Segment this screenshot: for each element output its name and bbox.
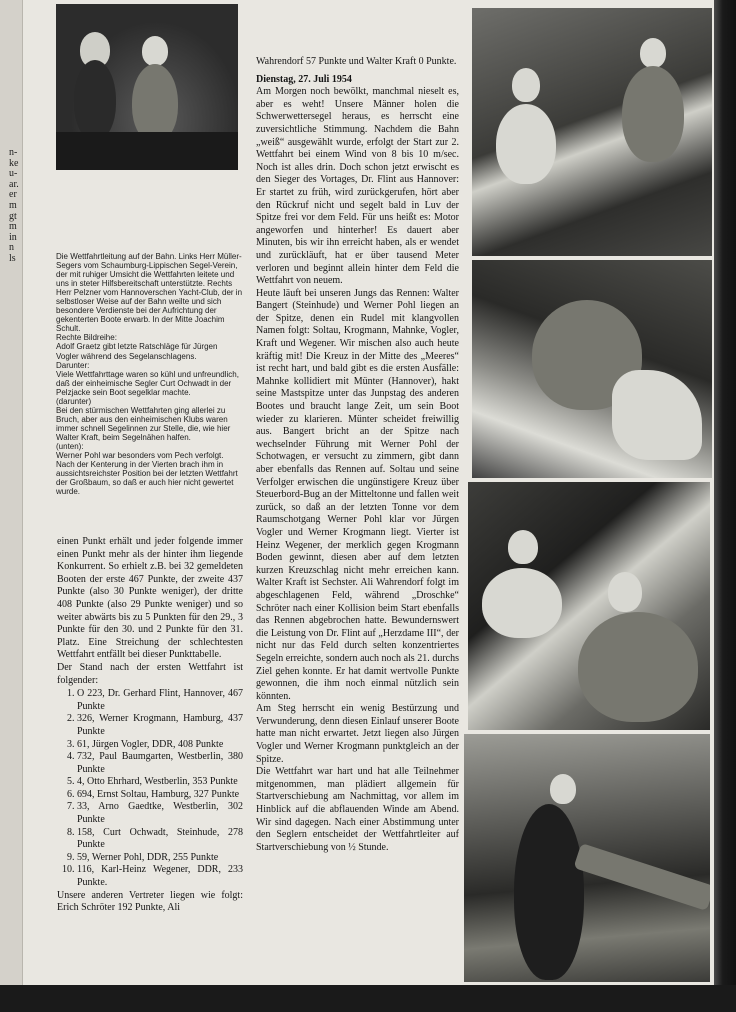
standings-item: 10. 116, Karl-Heinz Wegener, DDR, 233 Punkte. bbox=[77, 864, 243, 889]
caption-heading: (darunter) bbox=[56, 396, 92, 406]
article-paragraph: Heute läuft bei unseren Jungs das Rennen: Walter Bangert (Steinhude) und Werner Pohl liegen an der Spitze, denen ein Rudel mit klangvollen Namen folgt: Soltau, Krogmann, Mahnke, Vogler, Kraft und Wegener. Wir mischen also auch heute kräftig mit! Die Kreuz in der Mitte des „Meeres“ ist recht hart, und bald gibt es die ersten Ausfälle: Mahnke kollidiert mit Münter (Hannover), hakt seine Mastspitze unter das Junpstag des anderen Bootes und braucht lange Zeit, um sein Boot wieder zu klarieren. Münter scheidet freiwillig aus. Bangert bricht an der Spitze nach wechselnder Führung mit Werner Pohl der Schotwagen, er versucht zu zimmern, gibt dann aber ebenfalls das Rennen auf. Soltau und seine Verfolger erwischen die ungünstigere Kreuz über Steuerbord-Bug an der Mitteltonne und fallen weit zurück, so daß an der letzten Tonne vor dem Raumschotgang Werner Pohl klar vor Jürgen Vogler und Werner Krogmann liegt. Vierter ist Heinz Wegener, der merklich gegen Krogmann Boden gewinnt, diesen aber auf dem letzten kurzen Kreuzschlag nicht mehr erreichen kann. Walter Kraft ist Sechster. Ali Wahrendorf folgt im abgeschlagenen Feld, während „Droschke“ Schröter nach einer Kollision beim Start ebenfalls das Rennen abgebrochen hatte. Bewundernswert die Leistung von Dr. Flint auf „Herzdame III“, der nicht nur das Feld durch selten konzentriertes Segeln erreichte, sondern auch noch als 21. durchs Ziel gehen konnte. Er hat damit wertvolle Punkte gewonnen, die ihm noch einmal nützlich sein könnten. bbox=[256, 287, 459, 702]
article-paragraph: Am Steg herrscht ein wenig Bestürzung und Verwunderung, denn diesen Einlauf unserer Boote hatte man nicht erwartet. Jetzt liegen also Jürgen Vogler und Werner Krogmann punktgleich an der Spitze. bbox=[256, 703, 459, 765]
caption-heading: (unten): bbox=[56, 441, 84, 451]
caption-heading: Rechte Bildreihe: bbox=[56, 333, 117, 343]
photo-figure bbox=[608, 572, 642, 612]
fragment: n- bbox=[9, 147, 18, 158]
article-paragraph: Die Wettfahrt war hart und hat alle Teilnehmer mitgenommen, man plädiert allgemein für Startverschiebung am Nachmittag, vor allem im Hinblick auf die abflauenden Winde am Abend. Wir sind dagegen. Nach einer Abstimmung unter den Seglern entscheidet der Wettfahrtleiter auf Startverschiebung von ½ Stunde. bbox=[256, 766, 459, 853]
fragment: n bbox=[9, 242, 14, 254]
caption-heading: Darunter: bbox=[56, 360, 90, 370]
fragment: m bbox=[9, 221, 17, 233]
article-paragraph: Unsere anderen Vertreter liegen wie folgt: Erich Schröter 192 Punkte, Ali bbox=[57, 889, 243, 914]
standings-item: 6. 694, Ernst Soltau, Hamburg, 327 Punkte bbox=[77, 789, 243, 802]
standings-list bbox=[57, 688, 243, 890]
photo-sail-sewing bbox=[468, 482, 710, 730]
caption-text: Adolf Graetz gibt letzte Ratschläge für Jürgen Vogler während des Segelanschlagens. bbox=[56, 342, 218, 361]
standings-item: 2. 326, Werner Krogmann, Hamburg, 437 Punkte bbox=[77, 713, 243, 738]
photo-pohl-boom bbox=[464, 734, 710, 982]
standings-item: 1. O 223, Dr. Gerhard Flint, Hannover, 467 Punkte bbox=[77, 688, 243, 713]
scan-bottom-border bbox=[0, 985, 736, 1012]
photo-figure bbox=[142, 36, 168, 66]
standings-heading: Der Stand nach der ersten Wettfahrt ist folgender: bbox=[57, 661, 243, 686]
fragment: u- bbox=[9, 168, 18, 180]
photo-sail bbox=[612, 370, 702, 460]
standings-item: 5. 4, Otto Ehrhard, Westberlin, 353 Punkte bbox=[77, 776, 243, 789]
photo-figure bbox=[578, 612, 698, 722]
photo-figure bbox=[132, 64, 178, 142]
photo-figure bbox=[550, 774, 576, 804]
fragment: gt bbox=[9, 210, 17, 222]
fragment: ar. bbox=[9, 178, 19, 190]
caption-text: Bei den stürmischen Wettfahrten ging allerlei zu Bruch, aber aus den einheimischen Klubs waren immer schnell Segelinnen zur Stelle, die, wie hier Walter Kraft, beim Segelnähen halfen. bbox=[56, 405, 231, 442]
photo-boom bbox=[573, 843, 710, 911]
photo-figure bbox=[622, 66, 684, 162]
photo-figure bbox=[74, 60, 116, 140]
photo-figure bbox=[482, 568, 562, 638]
photo-figure bbox=[514, 804, 584, 980]
photo-captions bbox=[56, 252, 242, 496]
photo-figure bbox=[508, 530, 538, 564]
photo-figure bbox=[512, 68, 540, 102]
photo-race-committee-boat bbox=[56, 4, 238, 170]
fragment: ls bbox=[9, 252, 16, 264]
photo-figure bbox=[496, 104, 556, 184]
photo-graetz-vogler bbox=[472, 8, 712, 256]
standings-item: 9. 59, Werner Pohl, DDR, 255 Punkte bbox=[77, 852, 243, 865]
previous-page-fragments bbox=[5, 148, 19, 265]
article-paragraph: Wahrendorf 57 Punkte und Walter Kraft 0 Punkte. bbox=[256, 56, 457, 67]
standings-item: 8. 158, Curt Ochwadt, Steinhude, 278 Punkte bbox=[77, 827, 243, 852]
section-heading-date: Dienstag, 27. Juli 1954 bbox=[256, 73, 352, 85]
article-paragraph: einen Punkt erhält und jeder folgende immer einen Punkt mehr als der hinter ihm liegende Konkurrent. So erhielt z.B. bei 32 gemeldeten Booten der erste 467 Punkte, der zweite 437 Punkte (also 30 Punkte weniger), der dritte 408 Punkte (also 29 Punkte weniger) und so weiter abwärts bis zu 5 Punkten für den 29., 3 Punkte für den 30. und 2 Punkte für den 31. Platz. Eine Streichung der schlechtesten Wettfahrt entfällt bei dieser Punkttabelle. bbox=[57, 536, 243, 661]
photo-figure bbox=[640, 38, 666, 68]
standings-item: 3. 61, Jürgen Vogler, DDR, 408 Punkte bbox=[77, 739, 243, 752]
caption-text: Viele Wettfahrttage waren so kühl und unfreundlich, daß der einheimische Segler Curt Ochwadt in der Pelzjacke sein Boot segelklar machte. bbox=[56, 369, 239, 397]
fragment: er bbox=[9, 189, 17, 201]
fragment: ke bbox=[9, 157, 19, 169]
photo-hull bbox=[56, 132, 238, 170]
standings-item: 7. 33, Arno Gaedtke, Westberlin, 302 Punkte bbox=[77, 801, 243, 826]
article-paragraph: Am Morgen noch bewölkt, manchmal nieselt es, aber es weht! Unsere Männer holen die Schwerwettersegel heraus, es herrscht eine zuversichtliche Stimmung. Nachdem die Bahn „weiß“ ausgewählt wurde, erfolgt der Start zur 2. Wettfahrt bei einem Wind von 8 bis 10 m/sec. Noch ist alles drin. Doch schon jetzt erwischt es den Sieger des Vortages, Dr. Flint aus Hannover: Er startet zu früh, wird zurückgerufen, hört aber den Rückruf nicht und segelt bald in Luv der Spitze frei vor dem Feld. Für uns heißt es: Motor angeworfen und hinterher! Es dauert aber Minuten, bis wir ihn erreicht haben, als er wendet und zurückläuft, hat er über tausend Meter verloren und beginnt allein hinter dem Feld die Wettfahrt von neuem. bbox=[256, 86, 459, 287]
article-column-left bbox=[57, 536, 243, 915]
photo-ochwadt-boat bbox=[472, 260, 712, 478]
article-column-middle bbox=[256, 56, 459, 854]
caption-text: Die Wettfahrtleitung auf der Bahn. Links Herr Müller-Segers vom Schaumburg-Lippischen Segel-Verein, der mit ruhiger Umsicht die Wettfahrten leitete und uns in steter Hilfsbereitschaft unterstützte. Rechts Herr Pelzner vom Hannoverschen Yacht-Club, der in selbstloser Weise auf der Bahn weilte und sich besondere Verdienste bei der Aufrichtung der gekenterten Boote erwarb. In der Mitte Joachim Schult. bbox=[56, 252, 243, 334]
fragment: in bbox=[9, 231, 17, 243]
fragment: m bbox=[9, 199, 17, 211]
previous-page-edge bbox=[0, 0, 23, 1012]
caption-text: Werner Pohl war besonders vom Pech verfolgt. Nach der Kenterung in der Vierten brach ihm in aussichtsreichster Position bei der letzten Wettfahrt der Großbaum, so daß er auch hier nicht gewertet wurde. bbox=[56, 451, 238, 497]
standings-item: 4. 732, Paul Baumgarten, Westberlin, 380 Punkte bbox=[77, 751, 243, 776]
book-binding-edge bbox=[714, 0, 736, 1012]
